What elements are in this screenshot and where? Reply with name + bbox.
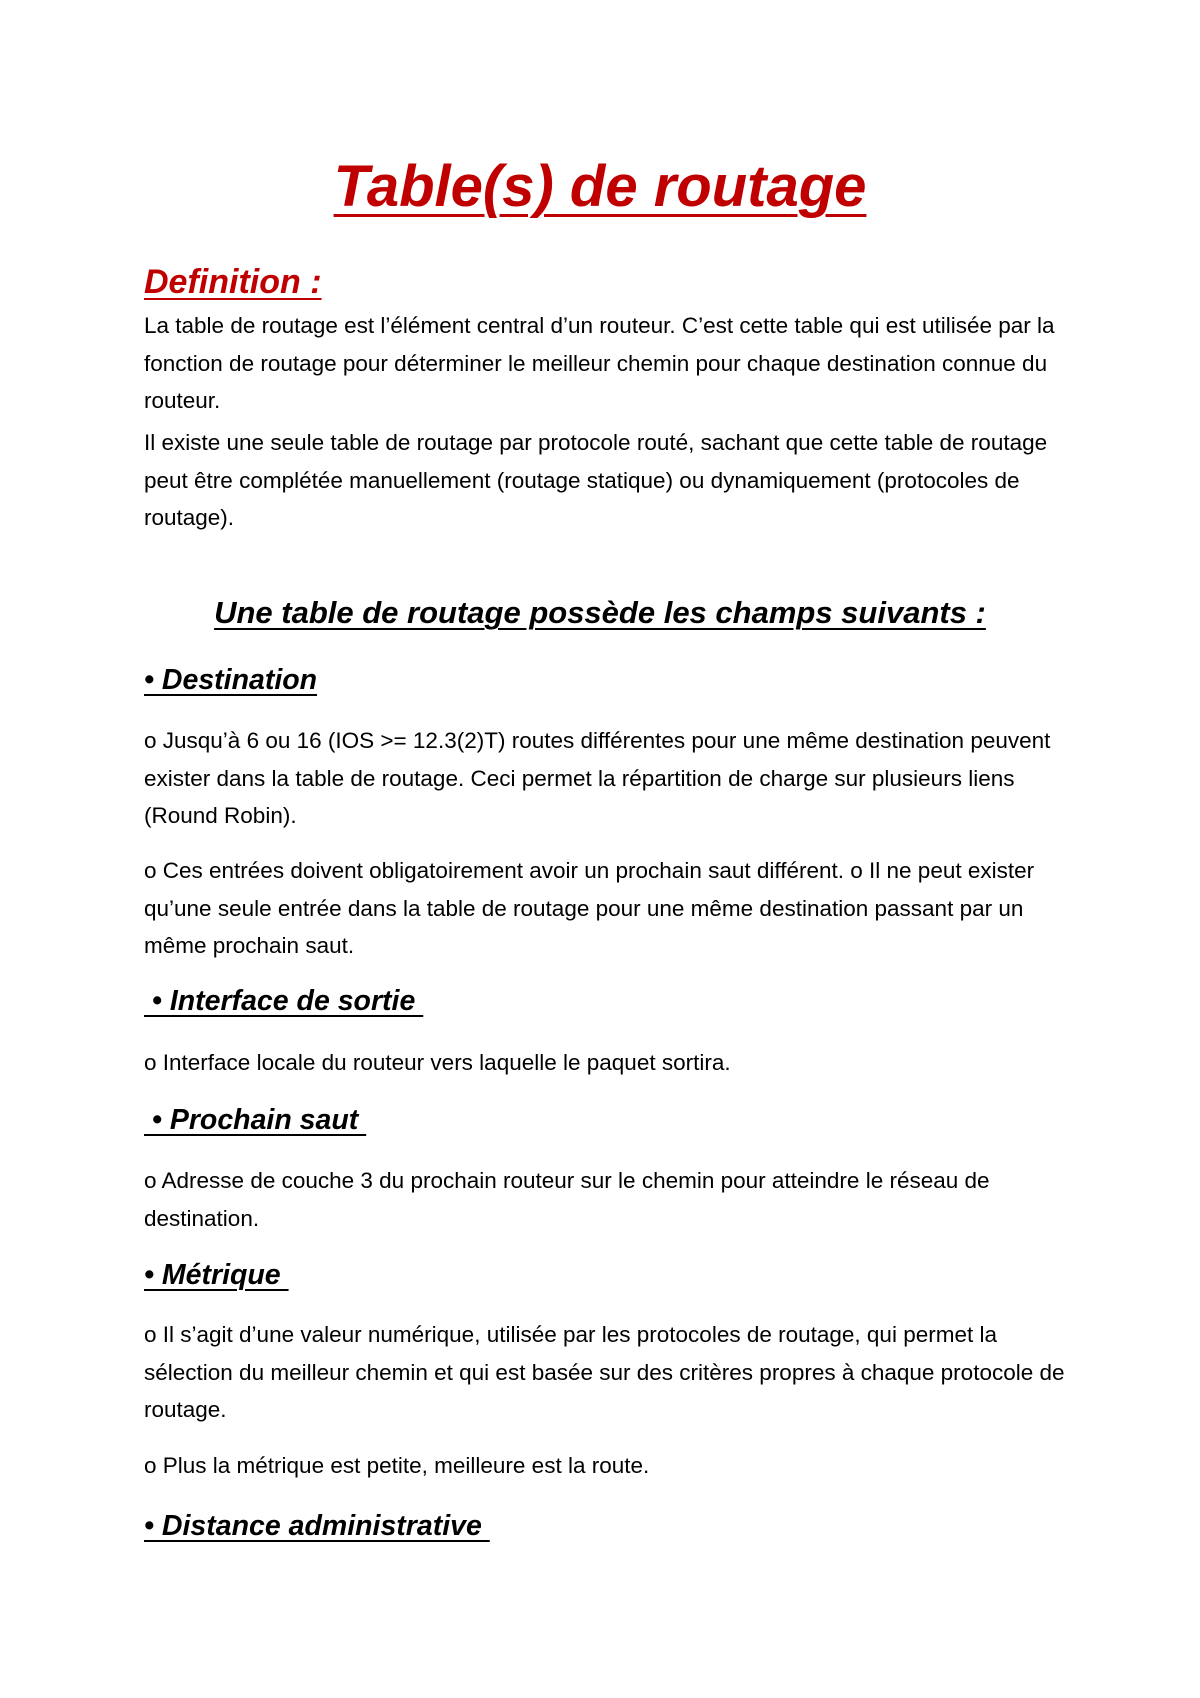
section-heading-destination: • Destination bbox=[144, 664, 318, 696]
definition-paragraph-1: La table de routage est l’élément central d’un routeur. C’est cette table qui est utilisée par la fonction de routage pour déterminer le meilleur chemin pour chaque destination connue du routeur. bbox=[144, 313, 1055, 413]
section-heading-interface: • Interface de sortie bbox=[144, 985, 424, 1017]
next-hop-paragraph-1: o Adresse de couche 3 du prochain routeur sur le chemin pour atteindre le réseau de destination. bbox=[144, 1168, 990, 1231]
definition-heading: Definition : bbox=[144, 263, 322, 301]
metric-paragraph-1: o Il s’agit d’une valeur numérique, utilisée par les protocoles de routage, qui permet la sélection du meilleur chemin et qui est basée sur des critères propres à chaque protocole de routage. bbox=[144, 1322, 1065, 1422]
destination-paragraph-2: o Ces entrées doivent obligatoirement avoir un prochain saut différent. o Il ne peut exister qu’une seule entrée dans la table de routage pour une même destination passant par un même prochain saut. bbox=[144, 858, 1035, 958]
section-heading-metric: • Métrique bbox=[144, 1259, 289, 1291]
document-title: Table(s) de routage bbox=[333, 154, 867, 219]
interface-paragraph-1: o Interface locale du routeur vers laquelle le paquet sortira. bbox=[144, 1050, 731, 1075]
definition-paragraph-2: Il existe une seule table de routage par protocole routé, sachant que cette table de routage peut être complétée manuellement (routage statique) ou dynamiquement (protocoles de routage). bbox=[144, 430, 1048, 530]
section-heading-administrative-distance: • Distance administrative bbox=[144, 1510, 490, 1542]
destination-paragraph-1: o Jusqu’à 6 ou 16 (IOS >= 12.3(2)T) routes différentes pour une même destination peuvent exister dans la table de routage. Ceci permet la répartition de charge sur plusieurs liens (Round Robin). bbox=[144, 728, 1051, 828]
fields-heading: Une table de routage possède les champs suivants : bbox=[214, 595, 986, 630]
metric-paragraph-2: o Plus la métrique est petite, meilleure est la route. bbox=[144, 1453, 650, 1478]
section-heading-next-hop: • Prochain saut bbox=[144, 1104, 367, 1136]
